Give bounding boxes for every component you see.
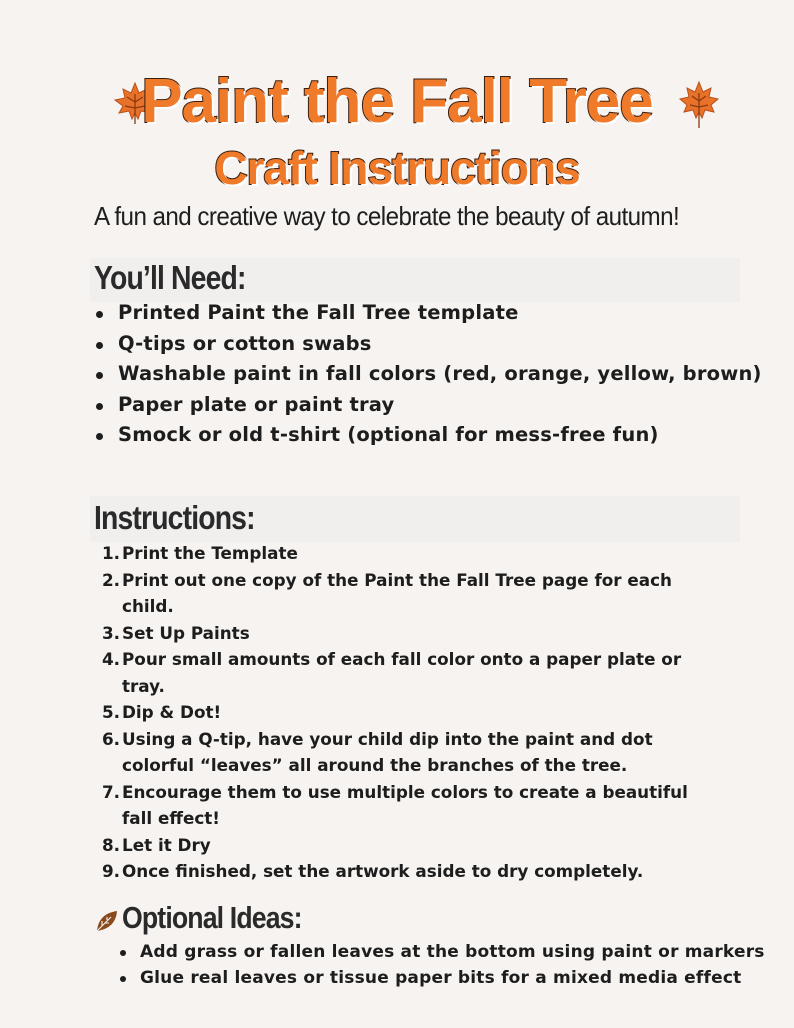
list-item: Add grass or fallen leaves at the bottom using paint or markers xyxy=(118,939,768,965)
list-item xyxy=(100,567,720,620)
list-item: Washable paint in fall colors (red, orange, yellow, brown) xyxy=(94,359,764,390)
list-item xyxy=(100,620,720,647)
step-number: 3. xyxy=(102,622,121,643)
step-text: Once finished, set the artwork aside to dry completely. xyxy=(122,861,644,881)
tagline: A fun and creative way to celebrate the beauty of autumn! xyxy=(94,201,680,231)
step-text: Print out one copy of the Paint the Fall Tree page for each child. xyxy=(122,569,672,616)
step-text: Pour small amounts of each fall color onto a paper plate or tray. xyxy=(122,649,682,696)
step-number: 2. xyxy=(102,569,121,590)
step-text: Set Up Paints xyxy=(122,622,250,643)
optional-heading: Optional Ideas: xyxy=(122,900,302,935)
list-item xyxy=(100,779,720,832)
instructions-heading: Instructions: xyxy=(94,499,255,536)
leaf-icon xyxy=(94,908,120,934)
needs-heading: You’ll Need: xyxy=(94,259,246,296)
list-item: Q-tips or cotton swabs xyxy=(94,329,764,360)
optional-list xyxy=(118,939,768,991)
step-number: 1. xyxy=(102,543,121,563)
page-subtitle-title: Craft Instructions xyxy=(214,142,580,194)
list-item: Glue real leaves or tissue paper bits for a mixed media effect xyxy=(118,965,768,991)
step-text: Dip & Dot! xyxy=(122,702,222,722)
instructions-list xyxy=(100,540,720,885)
needs-list xyxy=(94,298,764,451)
list-item xyxy=(100,726,720,779)
step-number: 7. xyxy=(102,781,121,802)
step-number: 5. xyxy=(102,702,121,722)
list-item xyxy=(100,646,720,699)
list-item: Printed Paint the Fall Tree template xyxy=(94,298,764,329)
step-number: 4. xyxy=(102,649,121,669)
step-number: 8. xyxy=(102,834,121,855)
list-item: Paper plate or paint tray xyxy=(94,390,764,421)
step-number: 6. xyxy=(102,728,121,749)
step-text: Using a Q-tip, have your child dip into the paint and dot colorful “leaves” all around the branches of the tree. xyxy=(122,728,653,775)
step-text: Let it Dry xyxy=(122,834,211,855)
step-number: 9. xyxy=(102,861,121,881)
list-item xyxy=(100,858,720,885)
step-text: Encourage them to use multiple colors to create a beautiful fall effect! xyxy=(122,781,688,828)
page-title: Paint the Fall Tree xyxy=(141,67,653,136)
list-item xyxy=(100,540,720,567)
step-text: Print the Template xyxy=(122,543,298,563)
list-item xyxy=(100,832,720,859)
list-item xyxy=(100,699,720,726)
list-item: Smock or old t-shirt (optional for mess-free fun) xyxy=(94,420,764,451)
